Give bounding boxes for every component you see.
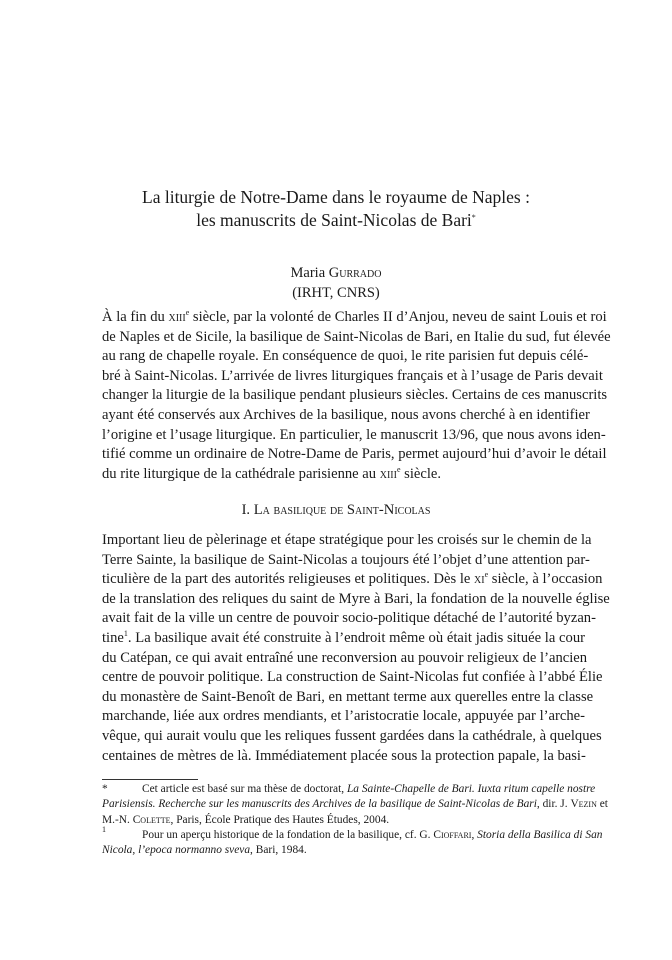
century-numeral: xiii — [168, 309, 186, 325]
text-line: ayant été conservés aux Archives de la basilique, nous avons cherché à en identifier — [102, 406, 590, 423]
text-segment: tine — [102, 629, 124, 646]
text-segment: siècle. — [400, 465, 442, 482]
text-line: Terre Sainte, la basilique de Saint-Nicolas a toujours été l’objet d’une attention par- — [102, 551, 590, 568]
footnote-1-line-1 — [102, 824, 603, 843]
intro-paragraph — [102, 308, 611, 484]
footnote-star-text: Cet article est basé sur ma thèse de doctorat, — [142, 783, 347, 795]
title-line-2-text: les manuscrits de Saint-Nicolas de Bari — [196, 210, 472, 230]
footnote-star-mark: * — [102, 783, 108, 795]
text-line: marchande, liée aux ordres mendiants, et l’aristocratie locale, appuyée par l’arche- — [102, 708, 585, 725]
footnote-1-author: Cioffari — [433, 828, 472, 841]
title-footnote-ref[interactable]: * — [471, 213, 476, 222]
century-numeral: xiii — [379, 465, 397, 482]
footnote-1-publisher: , Bari, 1984. — [250, 844, 307, 857]
footnotes — [102, 782, 608, 858]
footnote-1-number: 1 — [102, 824, 106, 834]
footnote-star-publisher: , Paris, École Pratique des Hautes Études, 2004. — [170, 813, 390, 826]
superscript: e — [484, 570, 489, 580]
footnote-1-title: Storia della Basilica di San — [477, 828, 603, 841]
footnote-separator — [102, 779, 198, 780]
text-line: du Catépan, ce qui avait entraîné une reconversion au pouvoir religieux de l’ancien — [102, 649, 588, 666]
footnote-ref[interactable]: 1 — [123, 628, 128, 638]
footnote-star-initials: M.-N. — [102, 813, 133, 826]
text-segment: siècle, par la volonté de Charles II d’Anjou, neveu de saint Louis et roi — [189, 309, 607, 325]
footnote-star-director-1: Vezin — [570, 798, 597, 811]
footnote-star-director-2: Colette — [132, 813, 171, 826]
text-line — [102, 465, 585, 485]
superscript: e — [396, 464, 401, 474]
author-name — [0, 263, 672, 283]
text-segment: siècle, à l’occasion — [488, 571, 603, 588]
title-line-2 — [0, 209, 672, 232]
text-line: au rang de chapelle royale. En conséquence de quoi, le rite parisien fut depuis célé- — [102, 348, 589, 365]
text-segment: À la fin du — [102, 309, 169, 325]
century-numeral: xi — [474, 571, 485, 588]
footnote-star-dir: , dir. J. — [536, 798, 571, 811]
footnote-1-text: Pour un aperçu historique de la fondation de la basilique, cf. G. — [142, 828, 434, 841]
text-line — [102, 308, 607, 328]
section-number: I. — [241, 502, 254, 518]
footnote-star-and: et — [596, 798, 608, 811]
footnote-star-line-1 — [102, 782, 596, 797]
section-1-paragraph — [102, 531, 610, 766]
title-line-1: La liturgie de Notre-Dame dans le royaume de Naples : — [142, 187, 530, 207]
text-line: centre de pouvoir politique. La construction de Saint-Nicolas fut confiée à l’abbé Élie — [102, 669, 603, 686]
footnote-1-sep: , — [471, 828, 478, 841]
footnote-star-title: La Sainte-Chapelle de Bari. Iuxta ritum capelle nostre — [346, 783, 596, 795]
author-first-name: Maria — [290, 265, 329, 281]
author-affiliation: (IRHT, CNRS) — [292, 285, 380, 301]
footnote-1-title-cont: Nicola, l’epoca normanno sveva — [102, 844, 251, 857]
text-line — [102, 570, 603, 590]
text-line: de la translation des reliques du saint de Myre à Bari, la fondation de la nouvelle église — [102, 590, 610, 607]
superscript: e — [185, 308, 190, 317]
text-line: vêque, qui aurait voulu que les reliques fussent gardées dans la cathédrale, à quelques — [102, 727, 602, 744]
footnote-1-line-2 — [102, 843, 585, 858]
author-block — [0, 263, 672, 303]
text-line — [102, 629, 585, 649]
text-line: tifié comme un ordinaire de Notre-Dame de Paris, permet aujourd’hui d’avoir le détail — [102, 446, 607, 463]
text-segment: du rite liturgique de la cathédrale parisienne au — [102, 465, 380, 482]
section-heading — [0, 501, 672, 520]
author-last-name: Gurrado — [328, 265, 382, 281]
text-line: avait fait de la ville un centre de pouvoir socio-politique détaché de l’autorité byzan- — [102, 610, 596, 627]
footnote-1-mark — [102, 824, 142, 843]
footnote-star-line-2 — [102, 797, 608, 812]
section-title: La basilique de Saint-Nicolas — [253, 502, 431, 518]
text-line: bré à Saint-Nicolas. L’arrivée de livres liturgiques français et à l’usage de Paris devait — [102, 367, 603, 384]
text-line: centaines de mètres de là. Immédiatement placée sous la protection papale, la basi- — [102, 747, 586, 764]
article-title — [0, 186, 672, 232]
text-line: changer la liturgie de la basilique pendant plusieurs siècles. Certains de ces manuscrits — [102, 387, 608, 404]
text-line: de Naples et de Sicile, la basilique de Saint-Nicolas de Bari, en Italie du sud, fut élevée — [102, 328, 611, 345]
text-line: l’origine et l’usage liturgique. En particulier, le manuscrit 13/96, que nous avons iden- — [102, 426, 606, 443]
text-segment: ticulière de la part des autorités religieuses et politiques. Dès le — [102, 571, 475, 588]
footnote-star-line-3 — [102, 813, 585, 828]
text-line: du monastère de Saint-Benoît de Bari, en mettant terme aux querelles entre la classe — [102, 688, 594, 705]
text-line: Important lieu de pèlerinage et étape stratégique pour les croisés sur le chemin de la — [102, 532, 592, 548]
footnote-star-title-cont: Parisiensis. Recherche sur les manuscrits des Archives de la basilique de Saint-Nicolas de Bari — [102, 798, 537, 811]
text-segment: . La basilique avait été construite à l’endroit même où était jadis située la cour — [127, 629, 585, 646]
